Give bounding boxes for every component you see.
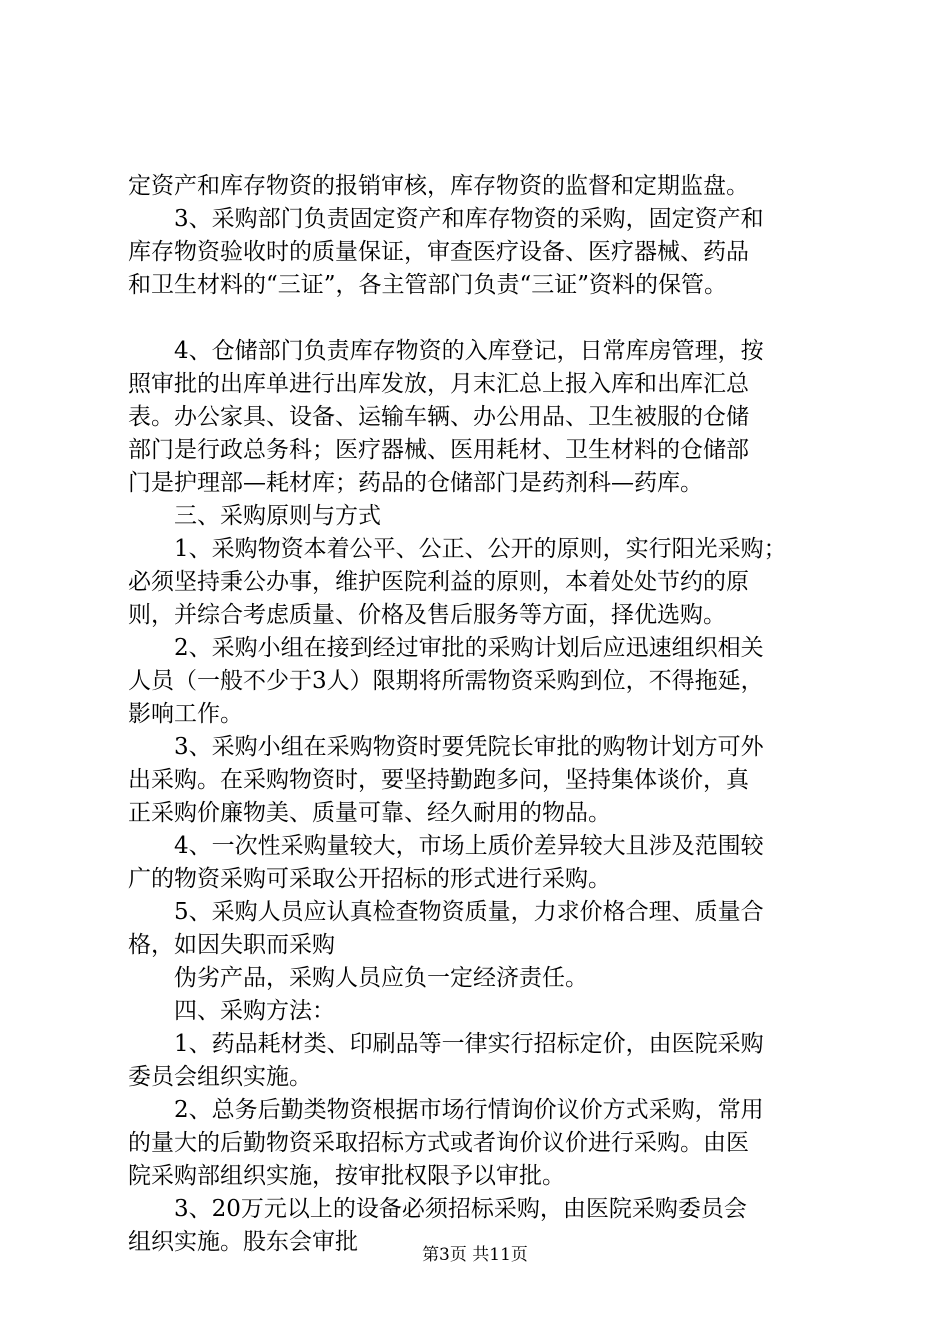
paragraph: [128, 896, 848, 962]
text-line: 门是护理部—耗材库；药品的仓储部门是药剂科—药库。: [128, 470, 703, 496]
text-line: 人员（一般不少于3人）限期将所需物资采购到位，不得拖延，: [128, 668, 764, 694]
text-line: 1、药品耗材类、印刷品等一律实行招标定价，由医院采购: [174, 1031, 764, 1057]
text-line: 4、仓储部门负责库存物资的入库登记，日常库房管理，按: [174, 338, 764, 364]
text-line: 表。办公家具、设备、运输车辆、办公用品、卫生被服的仓储: [128, 404, 749, 430]
text-line: 3、采购部门负责固定资产和库存物资的采购，固定资产和: [174, 206, 764, 232]
text-line: 2、采购小组在接到经过审批的采购计划后应迅速组织相关: [174, 635, 764, 661]
text-line: 伪劣产品，采购人员应负一定经济责任。: [174, 965, 588, 991]
paragraph: [128, 830, 848, 896]
paragraph: [128, 533, 848, 632]
paragraph: [128, 731, 848, 830]
text-line: 三、采购原则与方式: [174, 503, 381, 529]
text-line: 库存物资验收时的质量保证，审查医疗设备、医疗器械、药品: [128, 239, 749, 265]
paragraph: [128, 1028, 848, 1094]
paragraph: [128, 962, 848, 995]
text-line: 3、采购小组在采购物资时要凭院长审批的购物计划方可外: [174, 734, 764, 760]
text-line: 四、采购方法：: [174, 998, 335, 1024]
text-line: 组织实施。股东会审批: [128, 1229, 358, 1255]
text-line: 出采购。在采购物资时，要坚持勤跑多问，坚持集体谈价，真: [128, 767, 749, 793]
text-line: 定资产和库存物资的报销审核，库存物资的监督和定期监盘。: [128, 173, 749, 199]
paragraph: [128, 1094, 848, 1193]
paragraph: [128, 203, 848, 302]
paragraph-gap: [128, 302, 848, 335]
text-line: 3、20万元以上的设备必须招标采购，由医院采购委员会: [174, 1196, 747, 1222]
text-line: 正采购价廉物美、质量可靠、经久耐用的物品。: [128, 800, 611, 826]
text-line: 4、一次性采购量较大，市场上质价差异较大且涉及范围较: [174, 833, 764, 859]
text-line: 2、总务后勤类物资根据市场行情询价议价方式采购，常用: [174, 1097, 764, 1123]
text-line: 格，如因失职而采购: [128, 932, 335, 958]
text-line: 广的物资采购可采取公开招标的形式进行采购。: [128, 866, 611, 892]
text-line: 和卫生材料的“三证”，各主管部门负责“三证”资料的保管。: [128, 272, 728, 298]
text-line: 的量大的后勤物资采取招标方式或者询价议价进行采购。由医: [128, 1130, 749, 1156]
text-line: 影响工作。: [128, 701, 243, 727]
text-line: 必须坚持秉公办事，维护医院利益的原则，本着处处节约的原: [128, 569, 749, 595]
text-line: 委员会组织实施。: [128, 1064, 312, 1090]
text-line: 则，并综合考虑质量、价格及售后服务等方面，择优选购。: [128, 602, 726, 628]
text-line: 1、采购物资本着公平、公正、公开的原则，实行阳光采购；: [174, 536, 787, 562]
text-line: 5、采购人员应认真检查物资质量，力求价格合理、质量合: [174, 899, 764, 925]
paragraph: [128, 335, 848, 500]
text-line: 部门是行政总务科；医疗器械、医用耗材、卫生材料的仓储部: [128, 437, 749, 463]
document-body: [128, 170, 848, 1259]
paragraph: [128, 632, 848, 731]
text-line: 照审批的出库单进行出库发放，月末汇总上报入库和出库汇总: [128, 371, 749, 397]
paragraph: [128, 995, 848, 1028]
paragraph: [128, 500, 848, 533]
page-footer: 第3页 共11页: [422, 1245, 528, 1265]
text-line: 院采购部组织实施，按审批权限予以审批。: [128, 1163, 565, 1189]
paragraph: [128, 170, 848, 203]
